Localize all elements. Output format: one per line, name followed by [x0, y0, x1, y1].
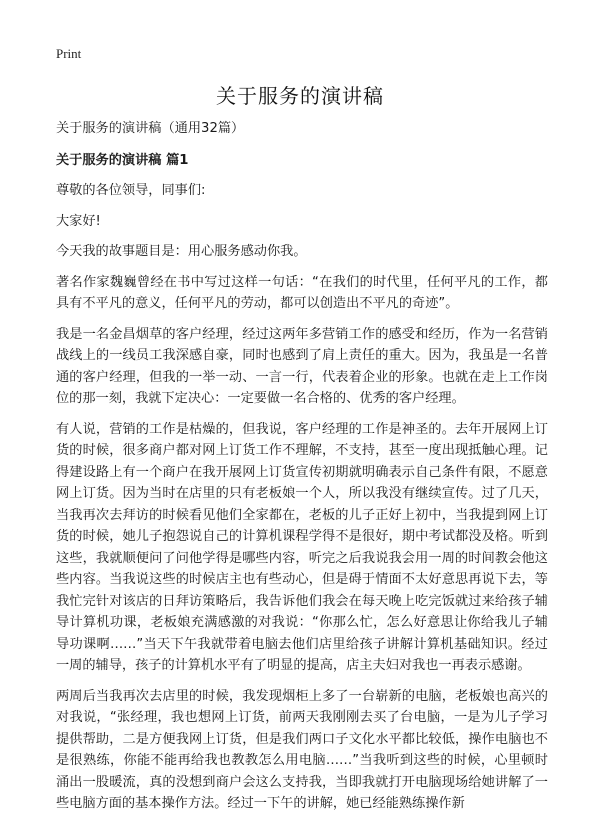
paragraph-topic: 今天我的故事题目是：用心服务感动你我。: [56, 244, 307, 259]
document-title: 关于服务的演讲稿: [216, 84, 384, 108]
print-label: Print: [56, 46, 82, 61]
paragraph-story-1: 有人说，营销的工作是枯燥的，但我说，客户经理的工作是神圣的。去年开展网上订货的时候，很多商户都对网上订货工作不理解，不支持，甚至一度出现抵触心理。记得建设路上有一个商户在我开展网上订货宣传初期就明确表示自己条件有限，不愿意网上订货。因为当时在店里的只有老板娘一个人，所以我没有继续宣传。过了几天，当我再次去拜访的时候看见他们全家都在，老板的儿子正好上初中，当我提到网上订货的时候，她儿子抱怨说自己的计算机课程学得不是很好，期中考试都没及格。听到这些，我就顺便问了问他学得是哪些内容，听完之后我说我会用一周的时间教会他这些内容。当我说这些的时候店主也有些动心，但是碍于情面不太好意思再说下去，等我忙完针对该店的日拜访策略后，我告诉他们我会在每天晚上吃完饭就过来给孩子辅导计算机功课，老板娘充满感激的对我说：“你那么忙，怎么好意思让你给我儿子辅导功课啊……”当天下午我就带着电脑去他们店里给孩子讲解计算机基础知识。经过一周的辅导，孩子的计算机水平有了明显的提高，店主夫妇对我也一再表示感谢。: [56, 421, 548, 673]
paragraph-quote: 著名作家魏巍曾经在书中写过这样一句话：“在我们的时代里，任何平凡的工作，都具有不平凡的意义，任何平凡的劳动，都可以创造出不平凡的奇迹”。: [56, 274, 548, 311]
paragraph-greeting: 尊敬的各位领导，同事们:: [56, 183, 206, 198]
document-body: [56, 118, 548, 824]
document-subtitle: 关于服务的演讲稿（通用32篇）: [56, 121, 245, 136]
paragraph-hello: 大家好!: [56, 213, 101, 229]
section-heading: 关于服务的演讲稿 篇1: [56, 152, 189, 168]
paragraph-intro: 我是一名金昌烟草的客户经理，经过这两年多营销工作的感受和经历，作为一名营销战线上的一线员工我深感自豪，同时也感到了肩上责任的重大。因为，我虽是一名普通的客户经理，但我的一举一动、一言一行，代表着企业的形象。也就在走上工作岗位的那一刻，我就下定决心：一定要做一名合格的、优秀的客户经理。: [56, 326, 548, 406]
paragraph-story-2: 两周后当我再次去店里的时候，我发现烟柜上多了一台崭新的电脑，老板娘也高兴的对我说，“张经理，我也想网上订货，前两天我刚刚去买了台电脑，一是为儿子学习提供帮助，二是方便我网上订货，但是我们两口子文化水平都比较低，操作电脑也不是很熟练，你能不能再给我也教教怎么用电脑……”当我听到这些的时候，心里顿时涌出一股暖流，真的没想到商户会这么支持我，当即我就打开电脑现场给她讲解了一些电脑方面的基本操作方法。经过一下午的讲解，她已经能熟练操作新: [56, 688, 548, 811]
